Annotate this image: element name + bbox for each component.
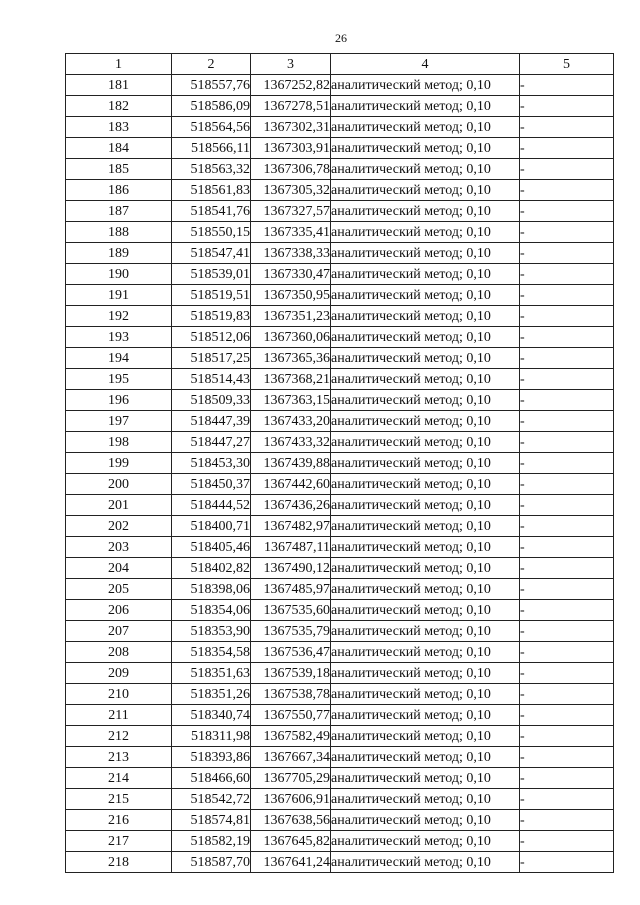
note-cell: - <box>520 831 614 852</box>
note-cell: - <box>520 243 614 264</box>
y-coordinate-cell: 1367350,95 <box>251 285 331 306</box>
y-coordinate-cell: 1367351,23 <box>251 306 331 327</box>
note-cell: - <box>520 705 614 726</box>
y-coordinate-cell: 1367433,20 <box>251 411 331 432</box>
table-row <box>66 348 614 369</box>
table-row <box>66 663 614 684</box>
point-number-cell: 216 <box>66 810 172 831</box>
point-number-cell: 201 <box>66 495 172 516</box>
method-accuracy-cell: аналитический метод; 0,10 <box>331 789 520 810</box>
method-accuracy-cell: аналитический метод; 0,10 <box>331 201 520 222</box>
point-number-cell: 207 <box>66 621 172 642</box>
table-row <box>66 516 614 537</box>
y-coordinate-cell: 1367338,33 <box>251 243 331 264</box>
y-coordinate-cell: 1367442,60 <box>251 474 331 495</box>
y-coordinate-cell: 1367278,51 <box>251 96 331 117</box>
x-coordinate-cell: 518561,83 <box>172 180 251 201</box>
point-number-cell: 211 <box>66 705 172 726</box>
note-cell: - <box>520 222 614 243</box>
y-coordinate-cell: 1367645,82 <box>251 831 331 852</box>
point-number-cell: 204 <box>66 558 172 579</box>
note-cell: - <box>520 369 614 390</box>
table-row <box>66 264 614 285</box>
x-coordinate-cell: 518353,90 <box>172 621 251 642</box>
x-coordinate-cell: 518517,25 <box>172 348 251 369</box>
table-row <box>66 369 614 390</box>
y-coordinate-cell: 1367327,57 <box>251 201 331 222</box>
table-row <box>66 306 614 327</box>
method-accuracy-cell: аналитический метод; 0,10 <box>331 621 520 642</box>
x-coordinate-cell: 518351,26 <box>172 684 251 705</box>
x-coordinate-cell: 518512,06 <box>172 327 251 348</box>
x-coordinate-cell: 518453,30 <box>172 453 251 474</box>
y-coordinate-cell: 1367485,97 <box>251 579 331 600</box>
table-row <box>66 222 614 243</box>
point-number-cell: 218 <box>66 852 172 873</box>
x-coordinate-cell: 518311,98 <box>172 726 251 747</box>
method-accuracy-cell: аналитический метод; 0,10 <box>331 642 520 663</box>
table-row <box>66 705 614 726</box>
note-cell: - <box>520 663 614 684</box>
x-coordinate-cell: 518351,63 <box>172 663 251 684</box>
table-row <box>66 600 614 621</box>
y-coordinate-cell: 1367482,97 <box>251 516 331 537</box>
method-accuracy-cell: аналитический метод; 0,10 <box>331 768 520 789</box>
point-number-cell: 200 <box>66 474 172 495</box>
x-coordinate-cell: 518400,71 <box>172 516 251 537</box>
x-coordinate-cell: 518514,43 <box>172 369 251 390</box>
point-number-cell: 194 <box>66 348 172 369</box>
note-cell: - <box>520 96 614 117</box>
note-cell: - <box>520 138 614 159</box>
note-cell: - <box>520 180 614 201</box>
coordinates-table <box>65 53 614 873</box>
x-coordinate-cell: 518563,32 <box>172 159 251 180</box>
note-cell: - <box>520 390 614 411</box>
table-body <box>66 75 614 873</box>
note-cell: - <box>520 159 614 180</box>
table-row <box>66 579 614 600</box>
point-number-cell: 208 <box>66 642 172 663</box>
point-number-cell: 202 <box>66 516 172 537</box>
point-number-cell: 217 <box>66 831 172 852</box>
table-row <box>66 432 614 453</box>
x-coordinate-cell: 518519,51 <box>172 285 251 306</box>
note-cell: - <box>520 348 614 369</box>
note-cell: - <box>520 117 614 138</box>
y-coordinate-cell: 1367539,18 <box>251 663 331 684</box>
y-coordinate-cell: 1367538,78 <box>251 684 331 705</box>
table-row <box>66 285 614 306</box>
y-coordinate-cell: 1367638,56 <box>251 810 331 831</box>
table-row <box>66 390 614 411</box>
point-number-cell: 212 <box>66 726 172 747</box>
note-cell: - <box>520 768 614 789</box>
y-coordinate-cell: 1367641,24 <box>251 852 331 873</box>
method-accuracy-cell: аналитический метод; 0,10 <box>331 348 520 369</box>
note-cell: - <box>520 684 614 705</box>
y-coordinate-cell: 1367335,41 <box>251 222 331 243</box>
y-coordinate-cell: 1367439,88 <box>251 453 331 474</box>
method-accuracy-cell: аналитический метод; 0,10 <box>331 75 520 96</box>
x-coordinate-cell: 518582,19 <box>172 831 251 852</box>
y-coordinate-cell: 1367667,34 <box>251 747 331 768</box>
method-accuracy-cell: аналитический метод; 0,10 <box>331 222 520 243</box>
header-row <box>66 54 614 75</box>
y-coordinate-cell: 1367302,31 <box>251 117 331 138</box>
y-coordinate-cell: 1367433,32 <box>251 432 331 453</box>
method-accuracy-cell: аналитический метод; 0,10 <box>331 243 520 264</box>
point-number-cell: 192 <box>66 306 172 327</box>
x-coordinate-cell: 518447,27 <box>172 432 251 453</box>
point-number-cell: 206 <box>66 600 172 621</box>
y-coordinate-cell: 1367368,21 <box>251 369 331 390</box>
point-number-cell: 196 <box>66 390 172 411</box>
point-number-cell: 209 <box>66 663 172 684</box>
method-accuracy-cell: аналитический метод; 0,10 <box>331 852 520 873</box>
note-cell: - <box>520 264 614 285</box>
header-cell-1: 1 <box>66 54 172 75</box>
table-row <box>66 684 614 705</box>
y-coordinate-cell: 1367305,32 <box>251 180 331 201</box>
x-coordinate-cell: 518574,81 <box>172 810 251 831</box>
point-number-cell: 199 <box>66 453 172 474</box>
table-row <box>66 159 614 180</box>
point-number-cell: 203 <box>66 537 172 558</box>
point-number-cell: 195 <box>66 369 172 390</box>
method-accuracy-cell: аналитический метод; 0,10 <box>331 159 520 180</box>
x-coordinate-cell: 518340,74 <box>172 705 251 726</box>
table-header <box>66 54 614 75</box>
x-coordinate-cell: 518550,15 <box>172 222 251 243</box>
table-row <box>66 138 614 159</box>
table-row <box>66 474 614 495</box>
note-cell: - <box>520 726 614 747</box>
note-cell: - <box>520 642 614 663</box>
point-number-cell: 197 <box>66 411 172 432</box>
note-cell: - <box>520 75 614 96</box>
y-coordinate-cell: 1367582,49 <box>251 726 331 747</box>
table-row <box>66 96 614 117</box>
y-coordinate-cell: 1367550,77 <box>251 705 331 726</box>
x-coordinate-cell: 518450,37 <box>172 474 251 495</box>
table-row <box>66 789 614 810</box>
x-coordinate-cell: 518564,56 <box>172 117 251 138</box>
method-accuracy-cell: аналитический метод; 0,10 <box>331 810 520 831</box>
point-number-cell: 198 <box>66 432 172 453</box>
note-cell: - <box>520 432 614 453</box>
x-coordinate-cell: 518402,82 <box>172 558 251 579</box>
table-row <box>66 453 614 474</box>
x-coordinate-cell: 518393,86 <box>172 747 251 768</box>
note-cell: - <box>520 789 614 810</box>
y-coordinate-cell: 1367606,91 <box>251 789 331 810</box>
note-cell: - <box>520 600 614 621</box>
table-row <box>66 537 614 558</box>
y-coordinate-cell: 1367535,79 <box>251 621 331 642</box>
table-row <box>66 831 614 852</box>
method-accuracy-cell: аналитический метод; 0,10 <box>331 390 520 411</box>
method-accuracy-cell: аналитический метод; 0,10 <box>331 327 520 348</box>
x-coordinate-cell: 518586,09 <box>172 96 251 117</box>
method-accuracy-cell: аналитический метод; 0,10 <box>331 264 520 285</box>
note-cell: - <box>520 453 614 474</box>
note-cell: - <box>520 747 614 768</box>
method-accuracy-cell: аналитический метод; 0,10 <box>331 474 520 495</box>
x-coordinate-cell: 518566,11 <box>172 138 251 159</box>
y-coordinate-cell: 1367490,12 <box>251 558 331 579</box>
method-accuracy-cell: аналитический метод; 0,10 <box>331 180 520 201</box>
method-accuracy-cell: аналитический метод; 0,10 <box>331 705 520 726</box>
method-accuracy-cell: аналитический метод; 0,10 <box>331 516 520 537</box>
note-cell: - <box>520 621 614 642</box>
y-coordinate-cell: 1367365,36 <box>251 348 331 369</box>
table-row <box>66 201 614 222</box>
y-coordinate-cell: 1367535,60 <box>251 600 331 621</box>
x-coordinate-cell: 518405,46 <box>172 537 251 558</box>
header-cell-5: 5 <box>520 54 614 75</box>
x-coordinate-cell: 518587,70 <box>172 852 251 873</box>
table-row <box>66 621 614 642</box>
point-number-cell: 205 <box>66 579 172 600</box>
table-row <box>66 411 614 432</box>
table-row <box>66 810 614 831</box>
x-coordinate-cell: 518541,76 <box>172 201 251 222</box>
method-accuracy-cell: аналитический метод; 0,10 <box>331 663 520 684</box>
note-cell: - <box>520 516 614 537</box>
point-number-cell: 188 <box>66 222 172 243</box>
method-accuracy-cell: аналитический метод; 0,10 <box>331 306 520 327</box>
note-cell: - <box>520 495 614 516</box>
table-row <box>66 768 614 789</box>
x-coordinate-cell: 518444,52 <box>172 495 251 516</box>
y-coordinate-cell: 1367306,78 <box>251 159 331 180</box>
point-number-cell: 185 <box>66 159 172 180</box>
point-number-cell: 181 <box>66 75 172 96</box>
table-row <box>66 642 614 663</box>
y-coordinate-cell: 1367363,15 <box>251 390 331 411</box>
x-coordinate-cell: 518539,01 <box>172 264 251 285</box>
note-cell: - <box>520 852 614 873</box>
x-coordinate-cell: 518398,06 <box>172 579 251 600</box>
method-accuracy-cell: аналитический метод; 0,10 <box>331 411 520 432</box>
header-cell-3: 3 <box>251 54 331 75</box>
method-accuracy-cell: аналитический метод; 0,10 <box>331 600 520 621</box>
method-accuracy-cell: аналитический метод; 0,10 <box>331 579 520 600</box>
y-coordinate-cell: 1367303,91 <box>251 138 331 159</box>
x-coordinate-cell: 518466,60 <box>172 768 251 789</box>
table-row <box>66 726 614 747</box>
note-cell: - <box>520 474 614 495</box>
method-accuracy-cell: аналитический метод; 0,10 <box>331 831 520 852</box>
table-row <box>66 243 614 264</box>
point-number-cell: 189 <box>66 243 172 264</box>
x-coordinate-cell: 518509,33 <box>172 390 251 411</box>
point-number-cell: 182 <box>66 96 172 117</box>
x-coordinate-cell: 518354,58 <box>172 642 251 663</box>
y-coordinate-cell: 1367436,26 <box>251 495 331 516</box>
x-coordinate-cell: 518519,83 <box>172 306 251 327</box>
method-accuracy-cell: аналитический метод; 0,10 <box>331 96 520 117</box>
point-number-cell: 187 <box>66 201 172 222</box>
x-coordinate-cell: 518547,41 <box>172 243 251 264</box>
header-cell-4: 4 <box>331 54 520 75</box>
table-row <box>66 495 614 516</box>
method-accuracy-cell: аналитический метод; 0,10 <box>331 285 520 306</box>
table-row <box>66 747 614 768</box>
method-accuracy-cell: аналитический метод; 0,10 <box>331 726 520 747</box>
y-coordinate-cell: 1367705,29 <box>251 768 331 789</box>
y-coordinate-cell: 1367330,47 <box>251 264 331 285</box>
note-cell: - <box>520 558 614 579</box>
header-cell-2: 2 <box>172 54 251 75</box>
table-row <box>66 75 614 96</box>
note-cell: - <box>520 579 614 600</box>
method-accuracy-cell: аналитический метод; 0,10 <box>331 117 520 138</box>
point-number-cell: 214 <box>66 768 172 789</box>
method-accuracy-cell: аналитический метод; 0,10 <box>331 747 520 768</box>
point-number-cell: 190 <box>66 264 172 285</box>
method-accuracy-cell: аналитический метод; 0,10 <box>331 537 520 558</box>
x-coordinate-cell: 518542,72 <box>172 789 251 810</box>
point-number-cell: 184 <box>66 138 172 159</box>
y-coordinate-cell: 1367252,82 <box>251 75 331 96</box>
note-cell: - <box>520 285 614 306</box>
x-coordinate-cell: 518557,76 <box>172 75 251 96</box>
table-row <box>66 558 614 579</box>
method-accuracy-cell: аналитический метод; 0,10 <box>331 558 520 579</box>
table-row <box>66 180 614 201</box>
point-number-cell: 210 <box>66 684 172 705</box>
table-row <box>66 852 614 873</box>
point-number-cell: 215 <box>66 789 172 810</box>
point-number-cell: 213 <box>66 747 172 768</box>
point-number-cell: 186 <box>66 180 172 201</box>
y-coordinate-cell: 1367487,11 <box>251 537 331 558</box>
x-coordinate-cell: 518354,06 <box>172 600 251 621</box>
method-accuracy-cell: аналитический метод; 0,10 <box>331 453 520 474</box>
note-cell: - <box>520 411 614 432</box>
point-number-cell: 183 <box>66 117 172 138</box>
method-accuracy-cell: аналитический метод; 0,10 <box>331 369 520 390</box>
note-cell: - <box>520 810 614 831</box>
y-coordinate-cell: 1367360,06 <box>251 327 331 348</box>
note-cell: - <box>520 306 614 327</box>
method-accuracy-cell: аналитический метод; 0,10 <box>331 684 520 705</box>
y-coordinate-cell: 1367536,47 <box>251 642 331 663</box>
table-row <box>66 117 614 138</box>
table-row <box>66 327 614 348</box>
note-cell: - <box>520 327 614 348</box>
method-accuracy-cell: аналитический метод; 0,10 <box>331 495 520 516</box>
x-coordinate-cell: 518447,39 <box>172 411 251 432</box>
note-cell: - <box>520 201 614 222</box>
page-number: 26 <box>335 31 347 45</box>
method-accuracy-cell: аналитический метод; 0,10 <box>331 432 520 453</box>
method-accuracy-cell: аналитический метод; 0,10 <box>331 138 520 159</box>
point-number-cell: 191 <box>66 285 172 306</box>
point-number-cell: 193 <box>66 327 172 348</box>
note-cell: - <box>520 537 614 558</box>
